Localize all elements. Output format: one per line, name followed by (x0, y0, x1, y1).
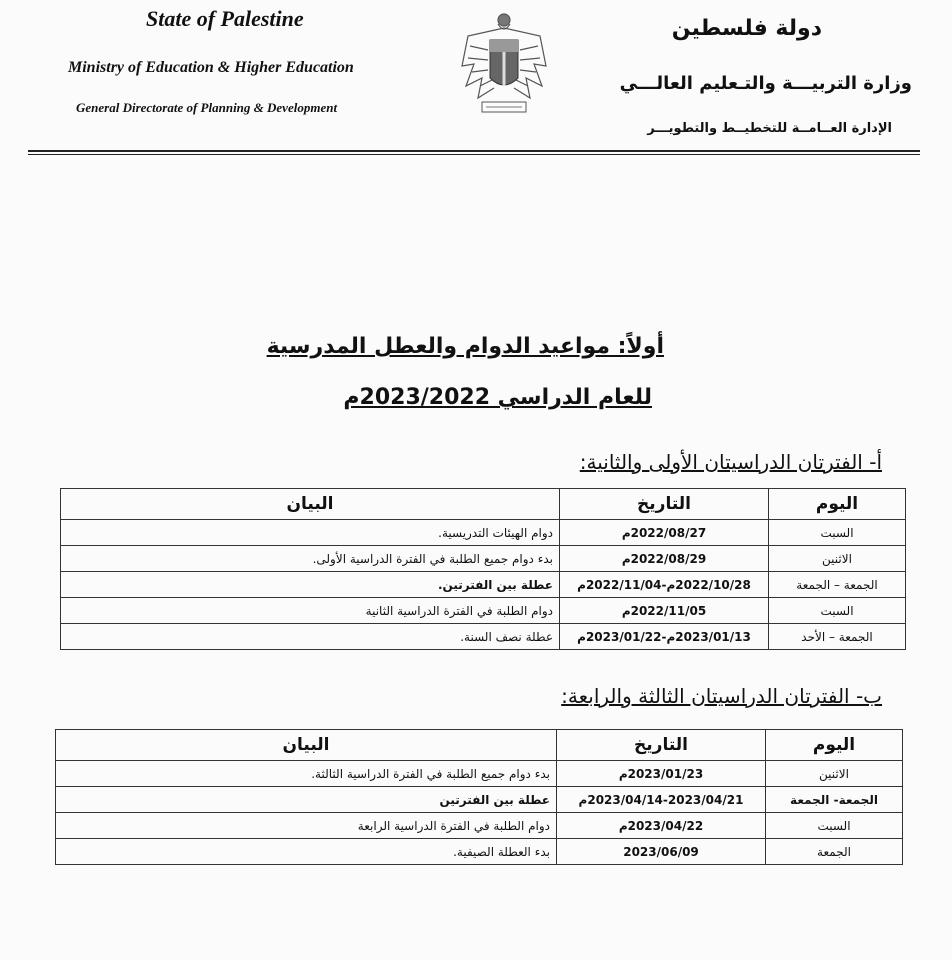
cell-desc: دوام الطلبة في الفترة الدراسية الرابعة (56, 813, 557, 839)
column-header-date: التاريخ (560, 489, 769, 520)
cell-desc: بدء دوام جميع الطلبة في الفترة الدراسية الثالثة. (56, 761, 557, 787)
section-a-table (60, 488, 906, 650)
cell-date: 2022/08/29م (560, 546, 769, 572)
column-header-desc: البيان (56, 730, 557, 761)
cell-date: 2022/11/05م (560, 598, 769, 624)
column-header-day: اليوم (769, 489, 906, 520)
header-divider-thin (28, 154, 920, 155)
palestine-emblem-icon (458, 6, 550, 122)
section-a-heading: أ- الفترتان الدراسيتان الأولى والثانية: (579, 450, 882, 474)
cell-day: السبت (769, 598, 906, 624)
cell-desc: دوام الهيئات التدريسية. (61, 520, 560, 546)
header-directorate-ar: الإدارة العــامــة للتخطيــط والتطويـــر (647, 121, 892, 136)
cell-day: الجمعة- الجمعة (766, 787, 903, 813)
header-directorate-en: General Directorate of Planning & Development (76, 100, 338, 115)
cell-day: الجمعة – الجمعة (769, 572, 906, 598)
table-row (61, 520, 906, 546)
section-b-table (55, 729, 903, 865)
table-row (56, 839, 903, 865)
table-header-row (61, 489, 906, 520)
table-row (56, 761, 903, 787)
header-divider (28, 150, 920, 152)
cell-day: السبت (766, 813, 903, 839)
cell-date: 2022/10/28م-2022/11/04م (560, 572, 769, 598)
column-header-day: اليوم (766, 730, 903, 761)
header-ministry-ar: وزارة التربيـــة والتـعليم العالـــي (619, 73, 912, 94)
table-row (61, 598, 906, 624)
cell-date: 2023/01/13م-2023/01/22م (560, 624, 769, 650)
cell-day: الاثنين (769, 546, 906, 572)
cell-day: الجمعة (766, 839, 903, 865)
cell-desc: دوام الطلبة في الفترة الدراسية الثانية (61, 598, 560, 624)
cell-date: 2023/04/22م (557, 813, 766, 839)
header-state-en: State of Palestine (146, 6, 304, 31)
cell-day: الجمعة – الأحد (769, 624, 906, 650)
cell-desc: بدء العطلة الصيفية. (56, 839, 557, 865)
column-header-date: التاريخ (557, 730, 766, 761)
cell-desc: عطلة بين الفترتين (56, 787, 557, 813)
cell-desc: بدء دوام جميع الطلبة في الفترة الدراسية الأولى. (61, 546, 560, 572)
cell-date: 2023/04/14-2023/04/21م (557, 787, 766, 813)
table-header-row (56, 730, 903, 761)
cell-day: السبت (769, 520, 906, 546)
sub-title: للعام الدراسي 2023/2022م (343, 385, 652, 410)
table-row (56, 813, 903, 839)
cell-date: 2023/06/09 (557, 839, 766, 865)
cell-desc: عطلة نصف السنة. (61, 624, 560, 650)
cell-desc: عطلة بين الفترتين. (61, 572, 560, 598)
cell-date: 2022/08/27م (560, 520, 769, 546)
header-ministry-en: Ministry of Education & Higher Education (68, 59, 354, 76)
table-row (61, 624, 906, 650)
header-state-ar: دولة فلسطين (671, 16, 822, 41)
cell-day: الاثنين (766, 761, 903, 787)
table-row (61, 546, 906, 572)
column-header-desc: البيان (61, 489, 560, 520)
table-row (61, 572, 906, 598)
section-b-heading: ب- الفترتان الدراسيتان الثالثة والرابعة: (561, 684, 882, 708)
table-row (56, 787, 903, 813)
cell-date: 2023/01/23م (557, 761, 766, 787)
main-title: أولاً: مواعيد الدوام والعطل المدرسية (266, 334, 664, 359)
